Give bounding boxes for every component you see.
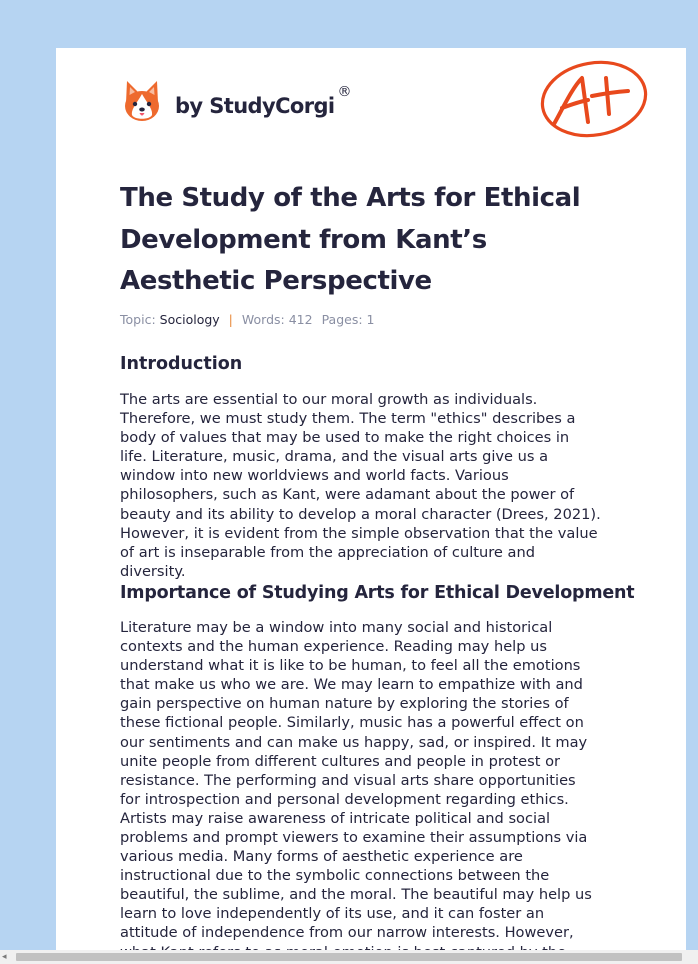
title-line: Aesthetic Perspective [120, 266, 432, 296]
topic-label: Topic: [120, 312, 156, 327]
text-line: Artists may raise awareness of intricate political and social [120, 809, 551, 827]
text-line: Literature may be a window into many social and historical [120, 618, 553, 636]
page-count: Pages: 1 [321, 312, 375, 327]
text-line: for introspection and personal development regarding ethics. [120, 790, 569, 808]
text-line: window into new worldviews and world facts. Various [120, 467, 509, 485]
essay-body [120, 352, 640, 962]
text-line: beauty and its ability to develop a moral character (Drees, 2021). [120, 505, 601, 523]
corgi-logo-icon [122, 79, 162, 123]
text-line: unite people from different cultures and people in protest or [120, 752, 561, 770]
text-line: understand what it is like to be human, to feel all the emotions [120, 657, 581, 675]
paragraph-importance [120, 618, 640, 962]
word-count: Words: 412 [241, 312, 313, 327]
text-line: beautiful, the sublime, and the moral. The beautiful may help us [120, 886, 592, 904]
brand-header[interactable] [122, 76, 352, 126]
text-line: life. Literature, music, drama, and the visual arts give us a [120, 448, 549, 466]
text-line: The arts are essential to our moral growth as individuals. [120, 391, 538, 408]
text-line: attitude of independence from our narrow interests. However, [120, 924, 574, 942]
registered-mark: ® [337, 84, 352, 100]
text-line: resistance. The performing and visual arts share opportunities [120, 771, 576, 789]
section-heading-importance: Importance of Studying Arts for Ethical Development [120, 582, 635, 603]
text-line: body of values that may be used to make the right choices in [120, 429, 570, 447]
essay-page [56, 48, 686, 950]
text-line: gain perspective on human nature by exploring the stories of [120, 695, 569, 713]
meta-separator: | [228, 312, 233, 327]
brand-name: by StudyCorgi [175, 94, 335, 118]
title-line: The Study of the Arts for Ethical [120, 183, 581, 213]
text-line: instructional due to the symbolic connections between the [120, 867, 550, 885]
title-line: Development from Kant’s [120, 224, 487, 255]
text-line: these fictional people. Similarly, music has a powerful effect on [120, 714, 584, 732]
grade-stamp-icon [536, 58, 650, 140]
text-line: learn to love independently of its use, and it can foster an [120, 905, 545, 923]
text-line: various media. Many forms of aesthetic experience are [120, 848, 523, 866]
topic-link[interactable]: Sociology [159, 312, 220, 327]
text-line: Therefore, we must study them. The term "ethics" describes a [120, 410, 576, 428]
text-line: problems and prompt viewers to examine their assumptions via [120, 828, 588, 846]
document-title [120, 178, 620, 303]
text-line: our sentiments and can make us happy, sad, or inspired. It may [120, 733, 588, 751]
text-line: that make us who we are. We may learn to empathize with and [120, 676, 583, 694]
text-line: contexts and the human experience. Reading may help us [120, 638, 547, 656]
text-line: diversity. [120, 562, 186, 580]
paragraph-introduction [120, 390, 640, 581]
text-line: of art is inseparable from the appreciation of culture and [120, 543, 535, 561]
scrollbar-thumb[interactable] [16, 953, 682, 961]
document-meta [120, 312, 375, 327]
scroll-left-arrow-icon[interactable]: ◂ [2, 952, 7, 962]
text-line: However, it is evident from the simple observation that the value [120, 524, 598, 542]
horizontal-scrollbar[interactable] [0, 950, 698, 964]
section-heading-introduction: Introduction [120, 354, 243, 374]
text-line: philosophers, such as Kant, were adamant about the power of [120, 486, 575, 504]
